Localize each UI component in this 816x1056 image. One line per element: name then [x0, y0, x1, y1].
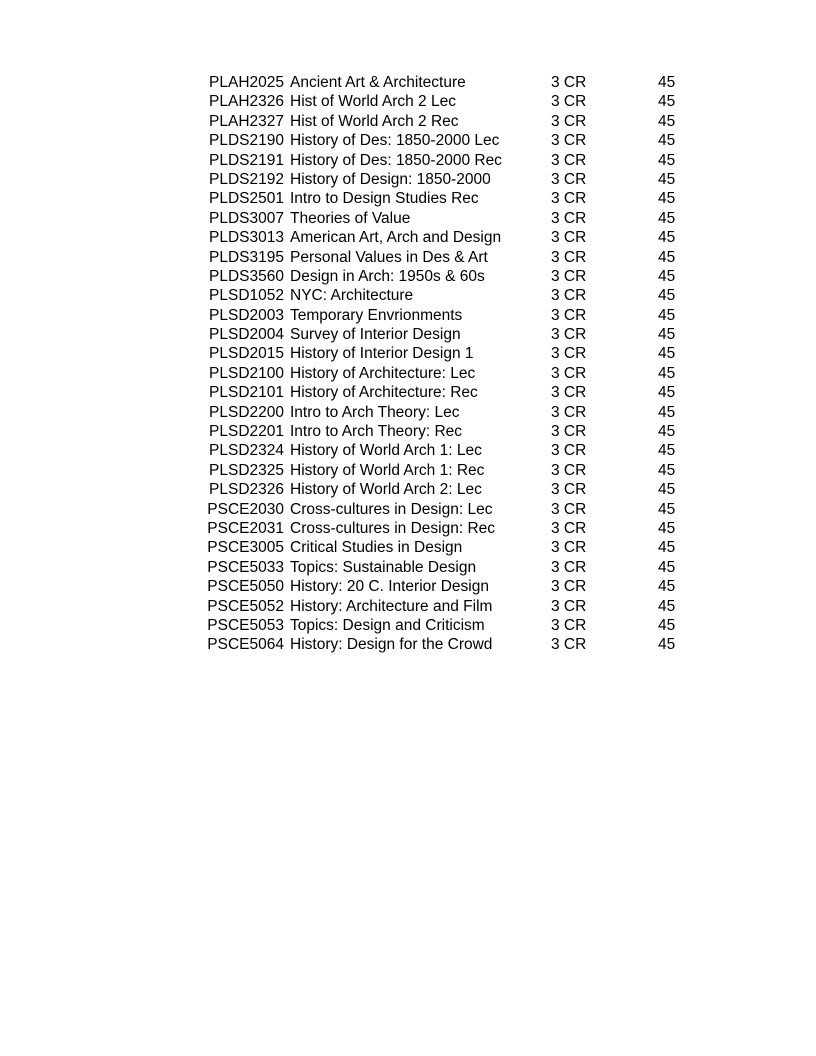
course-title: Intro to Design Studies Rec — [290, 190, 479, 208]
course-code: PSCE5053 — [207, 616, 284, 634]
course-credits: 3 CR — [551, 519, 587, 537]
course-code: PLDS3007 — [209, 209, 284, 227]
table-row — [204, 151, 684, 170]
course-code: PLAH2025 — [209, 74, 284, 91]
course-title: History of World Arch 1: Lec — [290, 442, 482, 460]
course-credits: 3 CR — [551, 423, 587, 441]
table-row — [204, 209, 684, 228]
course-code: PLDS2501 — [209, 190, 284, 208]
table-row — [204, 228, 684, 247]
course-code: PLDS2192 — [209, 170, 284, 188]
course-hours: 45 — [658, 151, 676, 169]
course-credits: 3 CR — [551, 461, 587, 479]
course-credits: 3 CR — [551, 93, 587, 111]
course-hours: 45 — [658, 248, 676, 266]
course-code: PLSD2100 — [209, 364, 284, 382]
course-title: History of Architecture: Lec — [290, 364, 476, 382]
course-code: PLSD2326 — [209, 481, 284, 499]
course-hours: 45 — [658, 558, 676, 576]
course-hours: 45 — [658, 384, 676, 402]
course-code: PSCE5033 — [207, 558, 284, 576]
table-row — [204, 441, 684, 460]
course-code: PLAH2327 — [209, 112, 284, 130]
course-title: History: 20 C. Interior Design — [290, 578, 489, 596]
table-row — [204, 248, 684, 267]
course-credits: 3 CR — [551, 442, 587, 460]
course-title: Cross-cultures in Design: Rec — [290, 519, 496, 537]
course-title: American Art, Arch and Design — [290, 229, 502, 247]
course-table — [204, 73, 684, 655]
course-hours: 45 — [658, 170, 676, 188]
course-title: Survey of Interior Design — [290, 326, 461, 344]
course-title: Cross-cultures in Design: Lec — [290, 500, 493, 518]
course-credits: 3 CR — [551, 500, 587, 518]
course-credits: 3 CR — [551, 403, 587, 421]
course-hours: 45 — [658, 616, 676, 634]
course-hours: 45 — [658, 306, 676, 324]
table-row — [204, 131, 684, 150]
course-title: Intro to Arch Theory: Lec — [290, 403, 460, 421]
course-hours: 45 — [658, 500, 676, 518]
course-code: PLDS3013 — [209, 229, 284, 247]
course-credits: 3 CR — [551, 597, 587, 615]
course-credits: 3 CR — [551, 578, 587, 596]
course-code: PSCE5050 — [207, 578, 284, 596]
course-title: Hist of World Arch 2 Rec — [290, 112, 459, 130]
course-title: History of Architecture: Rec — [290, 384, 478, 402]
table-row — [204, 403, 684, 422]
course-hours: 45 — [658, 578, 676, 596]
course-credits: 3 CR — [551, 209, 587, 227]
table-row — [204, 461, 684, 480]
course-credits: 3 CR — [551, 229, 587, 247]
course-credits: 3 CR — [551, 326, 587, 344]
course-code: PLSD2015 — [209, 345, 284, 363]
table-row — [204, 325, 684, 344]
table-row — [204, 500, 684, 519]
course-hours: 45 — [658, 442, 676, 460]
course-title: History of World Arch 1: Rec — [290, 461, 485, 479]
course-credits: 3 CR — [551, 287, 587, 305]
course-title: History of World Arch 2: Lec — [290, 481, 482, 499]
table-row — [204, 344, 684, 363]
course-code: PLSD1052 — [209, 287, 284, 305]
course-hours: 45 — [658, 190, 676, 208]
table-row — [204, 383, 684, 402]
course-credits: 3 CR — [551, 636, 587, 654]
course-credits: 3 CR — [551, 248, 587, 266]
table-row — [204, 577, 684, 596]
course-code: PLDS2191 — [209, 151, 284, 169]
course-title: Hist of World Arch 2 Lec — [290, 93, 456, 111]
course-code: PLDS3560 — [209, 267, 284, 285]
table-row — [204, 364, 684, 383]
course-hours: 45 — [658, 326, 676, 344]
course-hours: 45 — [658, 597, 676, 615]
course-title: Topics: Design and Criticism — [290, 616, 485, 634]
course-credits: 3 CR — [551, 616, 587, 634]
course-code: PLDS2190 — [209, 132, 284, 150]
course-title: History: Architecture and Film — [290, 597, 493, 615]
table-row — [204, 306, 684, 325]
course-hours: 45 — [658, 74, 676, 91]
course-hours: 45 — [658, 423, 676, 441]
course-code: PLDS3195 — [209, 248, 284, 266]
course-hours: 45 — [658, 345, 676, 363]
course-credits: 3 CR — [551, 112, 587, 130]
course-credits: 3 CR — [551, 481, 587, 499]
course-hours: 45 — [658, 519, 676, 537]
course-hours: 45 — [658, 403, 676, 421]
course-hours: 45 — [658, 132, 676, 150]
course-code: PSCE2030 — [207, 500, 284, 518]
course-code: PLSD2201 — [209, 423, 284, 441]
course-code: PSCE3005 — [207, 539, 284, 557]
table-row — [204, 286, 684, 305]
course-code: PLAH2326 — [209, 93, 284, 111]
course-code: PLSD2325 — [209, 461, 284, 479]
course-title: History: Design for the Crowd — [290, 636, 493, 654]
course-title: History of Design: 1850-2000 — [290, 170, 491, 188]
course-hours: 45 — [658, 112, 676, 130]
course-credits: 3 CR — [551, 558, 587, 576]
course-code: PLSD2101 — [209, 384, 284, 402]
course-hours: 45 — [658, 481, 676, 499]
course-title: Theories of Value — [290, 209, 411, 227]
table-row — [204, 170, 684, 189]
course-credits: 3 CR — [551, 267, 587, 285]
course-hours: 45 — [658, 267, 676, 285]
table-row — [204, 73, 684, 92]
course-title: Temporary Envrionments — [290, 306, 463, 324]
course-code: PLSD2324 — [209, 442, 284, 460]
course-hours: 45 — [658, 93, 676, 111]
course-title: Intro to Arch Theory: Rec — [290, 423, 463, 441]
course-title: Design in Arch: 1950s & 60s — [290, 267, 485, 285]
table-row — [204, 558, 684, 577]
course-code: PLSD2200 — [209, 403, 284, 421]
course-credits: 3 CR — [551, 345, 587, 363]
course-hours: 45 — [658, 229, 676, 247]
course-code: PLSD2003 — [209, 306, 284, 324]
table-row — [204, 519, 684, 538]
course-code: PLSD2004 — [209, 326, 284, 344]
table-row — [204, 112, 684, 131]
course-hours: 45 — [658, 287, 676, 305]
course-hours: 45 — [658, 364, 676, 382]
course-title: Ancient Art & Architecture — [290, 74, 466, 91]
table-row — [204, 422, 684, 441]
course-title: Personal Values in Des & Art — [290, 248, 488, 266]
course-credits: 3 CR — [551, 539, 587, 557]
table-row — [204, 189, 684, 208]
course-hours: 45 — [658, 461, 676, 479]
course-title: History of Des: 1850-2000 Rec — [290, 151, 502, 169]
table-row — [204, 616, 684, 635]
table-row — [204, 597, 684, 616]
course-title: Critical Studies in Design — [290, 539, 463, 557]
course-title: Topics: Sustainable Design — [290, 558, 477, 576]
course-code: PSCE2031 — [207, 519, 284, 537]
course-hours: 45 — [658, 209, 676, 227]
course-credits: 3 CR — [551, 170, 587, 188]
course-credits: 3 CR — [551, 151, 587, 169]
course-hours: 45 — [658, 636, 676, 654]
course-credits: 3 CR — [551, 190, 587, 208]
course-credits: 3 CR — [551, 306, 587, 324]
table-row — [204, 538, 684, 557]
course-code: PSCE5064 — [207, 636, 284, 654]
table-row — [204, 267, 684, 286]
course-title: History of Des: 1850-2000 Lec — [290, 132, 500, 150]
course-credits: 3 CR — [551, 74, 587, 91]
course-title: NYC: Architecture — [290, 287, 414, 305]
course-credits: 3 CR — [551, 364, 587, 382]
table-row — [204, 480, 684, 499]
course-hours: 45 — [658, 539, 676, 557]
course-credits: 3 CR — [551, 132, 587, 150]
table-row — [204, 635, 684, 654]
table-row — [204, 92, 684, 111]
course-code: PSCE5052 — [207, 597, 284, 615]
course-credits: 3 CR — [551, 384, 587, 402]
course-title: History of Interior Design 1 — [290, 345, 474, 363]
